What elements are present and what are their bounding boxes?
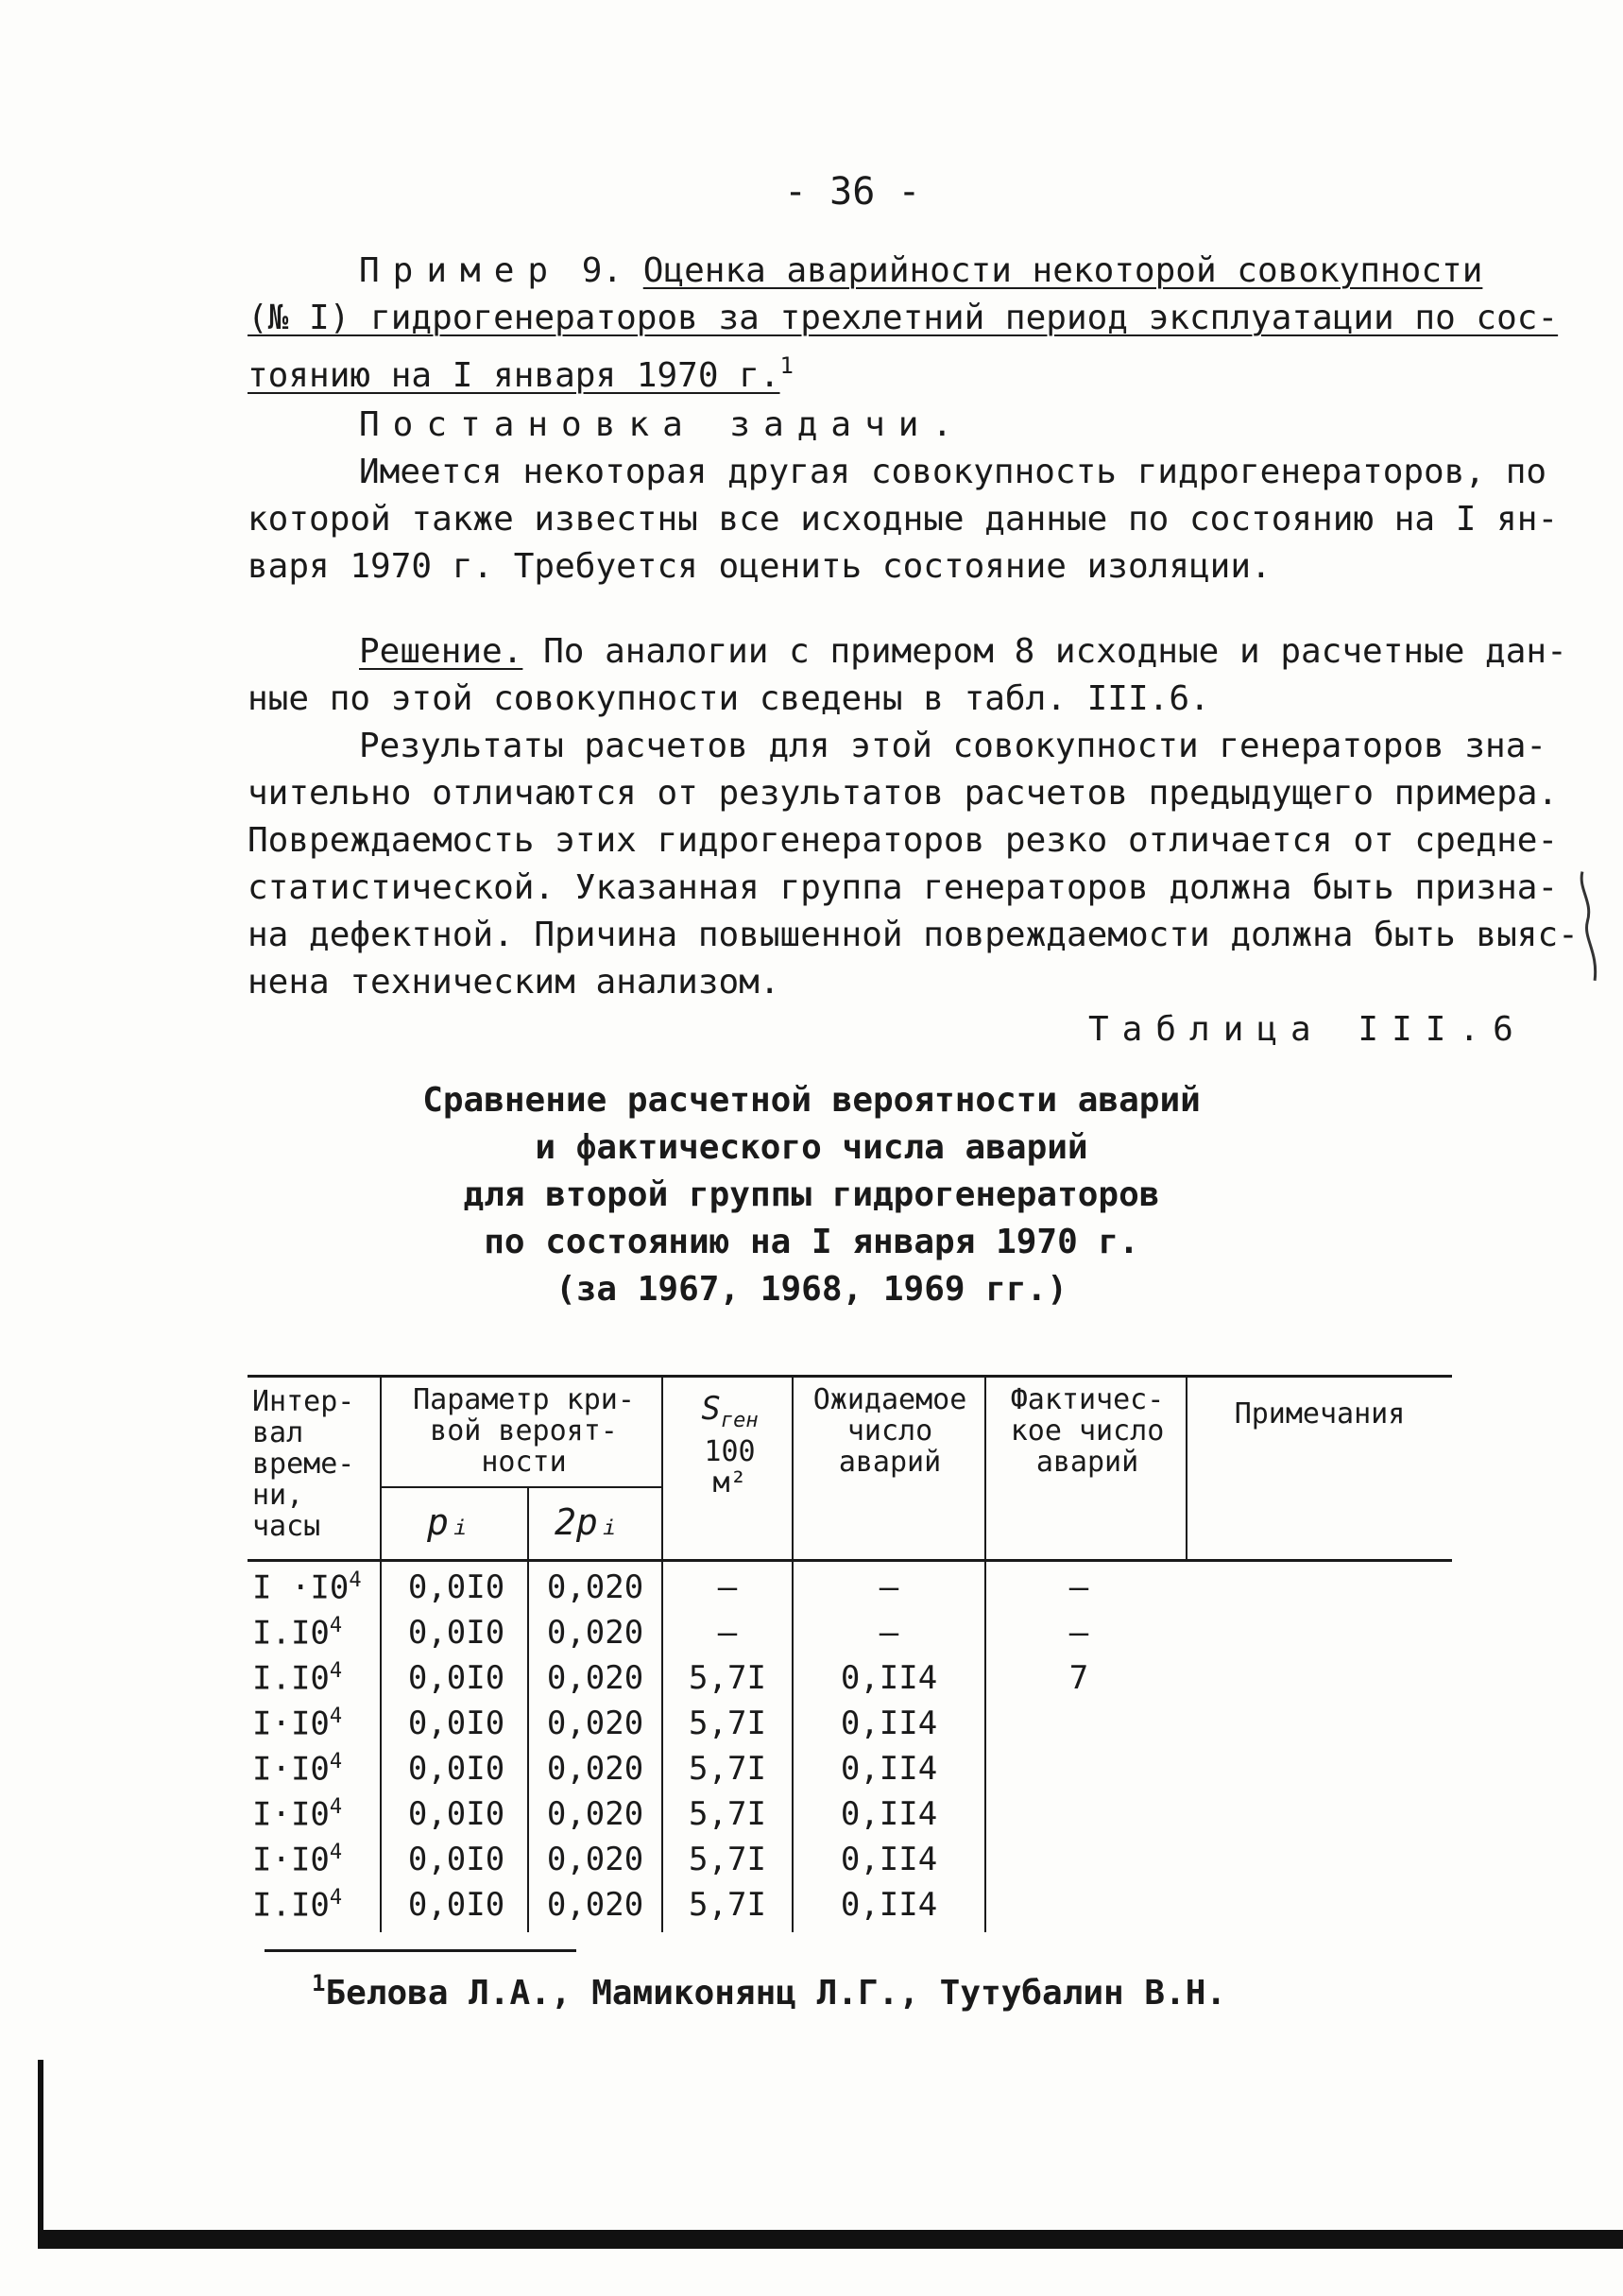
problem-heading: Постановка задачи. <box>359 405 966 444</box>
cell-two-p: 0,020 <box>546 1705 644 1742</box>
example-heading-line1 <box>359 248 1482 295</box>
cell-two-p: 0,020 <box>546 1841 644 1878</box>
cell-s: – <box>717 1568 738 1606</box>
solution-line6: статистической. Указанная группа генераторов должна быть призна- <box>248 868 1559 907</box>
caption-line2: и фактического числа аварий <box>535 1128 1088 1167</box>
cell-p: 0,0I0 <box>407 1886 505 1924</box>
col-rule-4 <box>792 1375 794 1932</box>
cell-s: – <box>717 1614 738 1652</box>
cell-expected: 0,II4 <box>840 1841 938 1878</box>
solution-line2: ные по этой совокупности сведены в табл. III.6. <box>248 679 1210 718</box>
cell-p: 0,0I0 <box>407 1659 505 1697</box>
cell-s: 5,7I <box>689 1795 766 1833</box>
interval-base: I·I0 <box>252 1841 330 1879</box>
cell-actual: – <box>1068 1568 1089 1606</box>
caption-line3: для второй группы гидрогенераторов <box>463 1175 1160 1214</box>
cell-p: 0,0I0 <box>407 1705 505 1742</box>
solution-line7: на дефектной. Причина повышенной повреждаемости должна быть выяс- <box>248 916 1579 954</box>
cell-interval <box>252 1659 380 1697</box>
example-number: 9. <box>561 251 643 290</box>
interval-base: I ·I0 <box>252 1568 350 1607</box>
cell-interval <box>252 1795 380 1833</box>
col-rule-3 <box>661 1375 663 1932</box>
header-s-symbol <box>671 1390 789 1436</box>
header-param-l3: ности <box>481 1446 567 1479</box>
col-rule-6 <box>1186 1375 1187 1559</box>
interval-exponent: 4 <box>329 1750 343 1773</box>
header-actual-l3: аварий <box>1035 1446 1139 1479</box>
cell-two-p: 0,020 <box>546 1750 644 1788</box>
scan-edge-bottom <box>38 2230 1623 2249</box>
cell-s: 5,7I <box>689 1705 766 1742</box>
interval-exponent: 4 <box>349 1568 362 1592</box>
example-title-part3: тоянию на I января 1970 г. <box>248 356 780 395</box>
interval-exponent: 4 <box>329 1795 343 1819</box>
header-param <box>389 1384 658 1478</box>
header-expected <box>795 1384 984 1478</box>
cell-interval <box>252 1614 380 1652</box>
cell-interval <box>252 1705 380 1742</box>
header-notes: Примечания <box>1234 1397 1406 1431</box>
caption-line1: Сравнение расчетной вероятности аварий <box>422 1081 1201 1120</box>
interval-base: I.I0 <box>252 1659 330 1698</box>
problem-line3: варя 1970 г. Требуется оценить состояние изоляции. <box>248 547 1272 586</box>
cell-p: 0,0I0 <box>407 1568 505 1606</box>
cell-interval <box>252 1886 380 1924</box>
cell-two-p: 0,020 <box>546 1659 644 1697</box>
header-2p: 2pᵢ <box>555 1501 620 1543</box>
header-s-letter: S <box>701 1390 721 1428</box>
col-rule-1 <box>380 1375 382 1932</box>
cell-two-p: 0,020 <box>546 1568 644 1606</box>
cell-expected: 0,II4 <box>840 1886 938 1924</box>
cell-expected: 0,II4 <box>840 1795 938 1833</box>
footnote-text: Белова Л.А., Мамиконянц Л.Г., Тутубалин В.Н. <box>325 1974 1227 2013</box>
cell-expected: – <box>879 1614 899 1652</box>
solution-line5: Повреждаемость этих гидрогенераторов резко отличается от средне- <box>248 821 1559 860</box>
header-expected-l1: Ожидаемое <box>812 1383 967 1416</box>
header-interval-l2: вал <box>252 1416 304 1449</box>
interval-base: I·I0 <box>252 1795 330 1834</box>
solution-label: Решение. <box>359 632 523 671</box>
interval-exponent: 4 <box>329 1841 343 1864</box>
header-actual-l1: Фактичес- <box>1010 1383 1165 1416</box>
cell-two-p: 0,020 <box>546 1886 644 1924</box>
cell-p: 0,0I0 <box>407 1841 505 1878</box>
interval-base: I.I0 <box>252 1614 330 1653</box>
header-p: pᵢ <box>427 1501 470 1543</box>
solution-line1-text: По аналогии с примером 8 исходные и расчетные дан- <box>522 632 1567 671</box>
scan-edge-left <box>38 2060 43 2249</box>
data-table <box>248 1375 1452 1932</box>
header-s-sub: ген <box>720 1408 759 1432</box>
table-label: Таблица III.6 <box>1088 1010 1527 1049</box>
interval-exponent: 4 <box>329 1614 343 1637</box>
col-rule-2 <box>527 1486 529 1932</box>
header-param-l1: Параметр кри- <box>413 1383 635 1416</box>
footnote-reference: 1 <box>779 352 794 379</box>
footnote-rule <box>265 1949 576 1952</box>
interval-exponent: 4 <box>329 1659 343 1683</box>
solution-line4: чительно отличаются от результатов расчетов предыдущего примера. <box>248 774 1559 813</box>
interval-exponent: 4 <box>329 1705 343 1728</box>
header-actual <box>989 1384 1186 1478</box>
cell-expected: 0,II4 <box>840 1705 938 1742</box>
cell-expected: 0,II4 <box>840 1659 938 1697</box>
problem-line2: которой также известны все исходные данные по состоянию на I ян- <box>248 500 1559 539</box>
header-interval-l1: Интер- <box>252 1385 355 1418</box>
caption-line5: (за 1967, 1968, 1969 гг.) <box>555 1270 1068 1309</box>
solution-line8: нена техническим анализом. <box>248 963 780 1002</box>
header-s-unit-den: м² <box>712 1465 747 1499</box>
cell-actual: – <box>1068 1614 1089 1652</box>
header-interval <box>252 1386 354 1542</box>
footnote-mark: 1 <box>312 1970 326 1996</box>
cell-two-p: 0,020 <box>546 1795 644 1833</box>
example-label: Пример <box>359 251 562 290</box>
header-expected-l3: аварий <box>838 1446 942 1479</box>
example-title-line2: (№ I) гидрогенераторов за трехлетний период эксплуатации по сос- <box>248 299 1559 337</box>
interval-base: I·I0 <box>252 1750 330 1789</box>
cell-actual: 7 <box>1068 1659 1089 1697</box>
header-s-gen <box>671 1390 789 1499</box>
solution-line3: Результаты расчетов для этой совокупности генераторов зна- <box>359 727 1547 765</box>
header-expected-l2: число <box>846 1414 933 1448</box>
param-subheader-rule <box>380 1486 661 1488</box>
cell-interval <box>252 1568 380 1606</box>
cell-s: 5,7I <box>689 1841 766 1878</box>
solution-line1 <box>359 628 1567 676</box>
cell-s: 5,7I <box>689 1886 766 1924</box>
cell-expected: 0,II4 <box>840 1750 938 1788</box>
header-interval-l5: часы <box>252 1510 321 1543</box>
cell-two-p: 0,020 <box>546 1614 644 1652</box>
page-number: - 36 - <box>784 170 921 214</box>
header-actual-l2: кое число <box>1010 1414 1165 1448</box>
interval-base: I.I0 <box>252 1886 330 1925</box>
cell-interval <box>252 1841 380 1878</box>
cell-p: 0,0I0 <box>407 1750 505 1788</box>
example-title-part1: Оценка аварийности некоторой совокупности <box>642 251 1483 290</box>
cell-p: 0,0I0 <box>407 1614 505 1652</box>
interval-exponent: 4 <box>329 1886 343 1910</box>
cell-p: 0,0I0 <box>407 1795 505 1833</box>
col-rule-5 <box>984 1375 986 1932</box>
interval-base: I·I0 <box>252 1705 330 1743</box>
header-interval-l4: ни, <box>252 1479 304 1512</box>
example-title-line3 <box>248 342 794 400</box>
cell-interval <box>252 1750 380 1788</box>
problem-line1: Имеется некоторая другая совокупность гидрогенераторов, по <box>359 453 1547 491</box>
cell-s: 5,7I <box>689 1659 766 1697</box>
table-top-rule <box>248 1375 1452 1378</box>
cell-s: 5,7I <box>689 1750 766 1788</box>
table-header-rule <box>248 1559 1452 1562</box>
caption-line4: по состоянию на I января 1970 г. <box>484 1223 1139 1261</box>
header-param-l2: вой вероят- <box>430 1414 618 1448</box>
cell-expected: – <box>879 1568 899 1606</box>
header-interval-l3: време- <box>252 1448 355 1481</box>
header-s-unit-num: 100 <box>704 1434 756 1468</box>
footnote <box>312 1970 1226 2013</box>
